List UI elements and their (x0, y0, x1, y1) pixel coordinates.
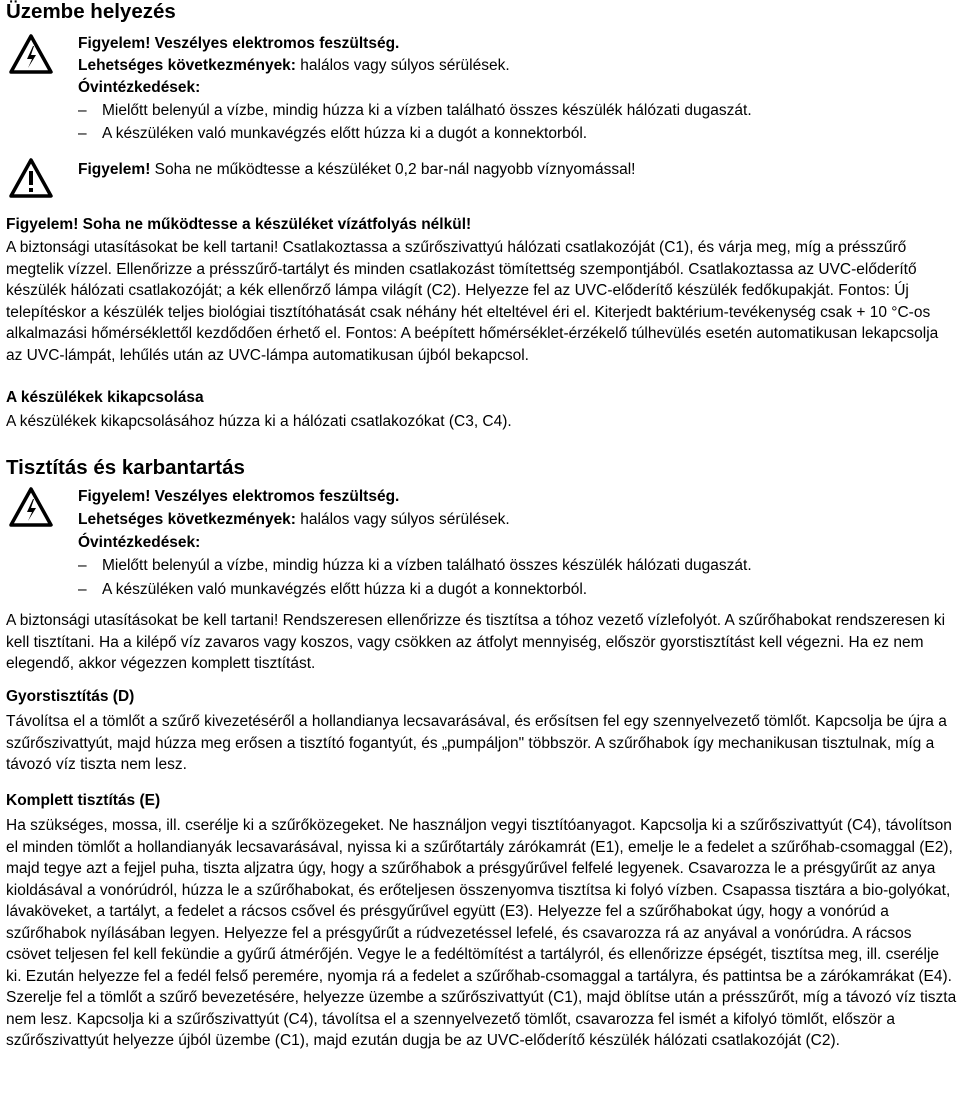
precaution-text: Mielőtt belenyúl a vízbe, mindig húzza ki a vízben található összes készülék hálózati dugaszát. (102, 557, 752, 574)
caution-label: Figyelem! (78, 161, 151, 178)
consequences-line (78, 510, 510, 530)
precaution-item (78, 101, 752, 121)
body-paragraph: Távolítsa el a tömlőt a szűrő kivezetéséről a hollandianya lecsavarásával, és erősítsen fel egy szennyelvezető tömlőt. Kapcsolja be újra a szűrőszivattyút, majd húzza meg erősen a tisztító fogantyút, és „pumpáljon" többször. A szűrőhabok így mechanikusan tisztulnak, míg a távozó víz tiszta nem lesz. (6, 713, 947, 773)
shutdown-heading: A készülékek kikapcsolása (6, 389, 204, 406)
full-clean-body (6, 815, 958, 1052)
precautions-label: Óvintézkedések: (78, 534, 201, 551)
precaution-item (78, 580, 587, 600)
precaution-item (78, 124, 587, 144)
body-paragraph: A biztonsági utasításokat be kell tartani! Csatlakoztassa a szűrőszivattyú hálózati csatlakozóját (C1), és várja meg, míg a présszűrő megtelik vízzel. Ellenőrizze a présszűrő-tartályt és minden csatlakozást tömítettség szempontjából. Csatlakoztassa az UVC-előderítő készülék hálózati csatlakozóját; a kék ellenőrző lámpa világít (C2). Helyezze fel az UVC-előderítő készülék fedőkupakját. Fontos: Új telepítéskor a készülék teljes biológiai tisztítóhatását csak néhány hét elteltével éri el. Kiterjedt baktérium-tevékenység csak + 10 °C-os alkalmazási hőmérséklettől kezdődően érhető el. Fontos: A beépített hőmérséklet-érzékelő túlhevülés esetén automatikusan lekapcsolja az UVC-lámpát, lehűlés után az UVC-lámpa automatikusan újból bekapcsol. (6, 239, 939, 364)
precaution-text: Mielőtt belenyúl a vízbe, mindig húzza ki a vízben található összes készülék hálózati dugaszát. (102, 102, 752, 119)
consequences-label: Lehetséges következmények: (78, 57, 296, 74)
high-voltage-warning-icon (8, 486, 54, 528)
precaution-text: A készüléken való munkavégzés előtt húzza ki a dugót a konnektorból. (102, 581, 588, 598)
dash-bullet: – (78, 581, 87, 598)
consequences-text: halálos vagy súlyos sérülések. (295, 511, 510, 528)
consequences-label: Lehetséges következmények: (78, 511, 296, 528)
precautions-label: Óvintézkedések: (78, 79, 201, 96)
installation-body (6, 237, 958, 366)
consequences-text: halálos vagy súlyos sérülések. (295, 57, 510, 74)
section-title-installation: Üzembe helyezés (6, 0, 176, 23)
pressure-caution (78, 160, 635, 180)
exclamation-warning-icon (8, 157, 54, 199)
no-flow-warning: Figyelem! Soha ne működtesse a készüléket vízátfolyás nélkül! (6, 216, 472, 233)
section-title-cleaning: Tisztítás és karbantartás (6, 456, 245, 479)
warning-title: Figyelem! Veszélyes elektromos feszültség. (78, 35, 400, 52)
consequences-line (78, 56, 510, 76)
dash-bullet: – (78, 102, 87, 119)
dash-bullet: – (78, 557, 87, 574)
cleaning-body (6, 610, 958, 675)
caution-text: Soha ne működtesse a készüléket 0,2 bar-nál nagyobb víznyomással! (150, 161, 636, 178)
body-paragraph: Ha szükséges, mossa, ill. cserélje ki a szűrőközegeket. Ne használjon vegyi tisztítóanyagot. Kapcsolja ki a szűrőszivattyút (C4), távolítson el minden tömlőt a hollandianyák lecsavarásával, nyissa ki a szűrőtartály zárókamrát (E1), emelje le a fedelet a szűrőhab-csomaggal (E2), majd tegye azt a fejjel puha, tiszta aljzatra úgy, hogy a szűrőhabok a présgyűrűvel felfelé legyenek. Csavarozza le a présgyűrűt az anya kioldásával a vonórúdról, húzza le a szűrőhabokat, és erőteljesen összenyomva tisztítsa ki folyó vízben. Csapassa tisztára a bio-golyókat, lávaköveket, a tartályt, a fedelet a rácsos csővel és présgyűrűvel együtt (E3). Helyezze fel a szűrőhabokat úgy, hogy a vonórúd a szűrőhabok nyílásában legyen. Helyezze fel a présgyűrűt a rúdvezetéssel lefelé, és csavarozza rá az anyával a vonórúdra. A rácsos csövet teljesen fel kell fekündie a gyűrű átmérőjén. Vegye le a fedéltömítést a tartályról, és ellenőrizze épségét, tisztítsa meg, ill. cserélje ki. Ezután helyezze fel a fedél felső peremére, nyomja rá a fedelet a szűrőhab-csomaggal a tartályra, és pattintsa be a zárókamrákat (E4). Szerelje fel a tömlőt a szűrő bevezetésére, helyezze üzembe a szűrőszivattyút (C1), majd öblítse után a présszűrőt, míg a távozó víz tiszta nem lesz. Kapcsolja ki a szűrőszivattyút (C4), távolítsa el a szennyelvezető tömlőt, csavarozza fel ismét a kifolyó tömlőt, először a szűrőszivattyút helyezze újból üzembe (C1), majd ezután dugja be az UVC-előderítő készülék hálózati csatlakozóját (C2). (6, 817, 957, 1049)
quick-clean-body (6, 711, 958, 776)
precaution-item (78, 556, 752, 576)
warning-title: Figyelem! Veszélyes elektromos feszültség. (78, 488, 400, 505)
quick-clean-heading: Gyorstisztítás (D) (6, 688, 135, 705)
precaution-text: A készüléken való munkavégzés előtt húzza ki a dugót a konnektorból. (102, 125, 588, 142)
full-clean-heading: Komplett tisztítás (E) (6, 792, 161, 809)
shutdown-text: A készülékek kikapcsolásához húzza ki a hálózati csatlakozókat (C3, C4). (6, 413, 512, 430)
dash-bullet: – (78, 125, 87, 142)
body-paragraph: A biztonsági utasításokat be kell tartani! Rendszeresen ellenőrizze és tisztítsa a tóhoz vezető vízlefolyót. A szűrőhabokat rendszeresen ki kell tisztítani. Ha a kilépő víz zavaros vagy koszos, vagy csökken az átfolyt mennyiség, először gyorstisztítást kell végezni. Ha ez nem elegendő, akkor végezzen komplett tisztítást. (6, 612, 946, 672)
high-voltage-warning-icon (8, 33, 54, 75)
